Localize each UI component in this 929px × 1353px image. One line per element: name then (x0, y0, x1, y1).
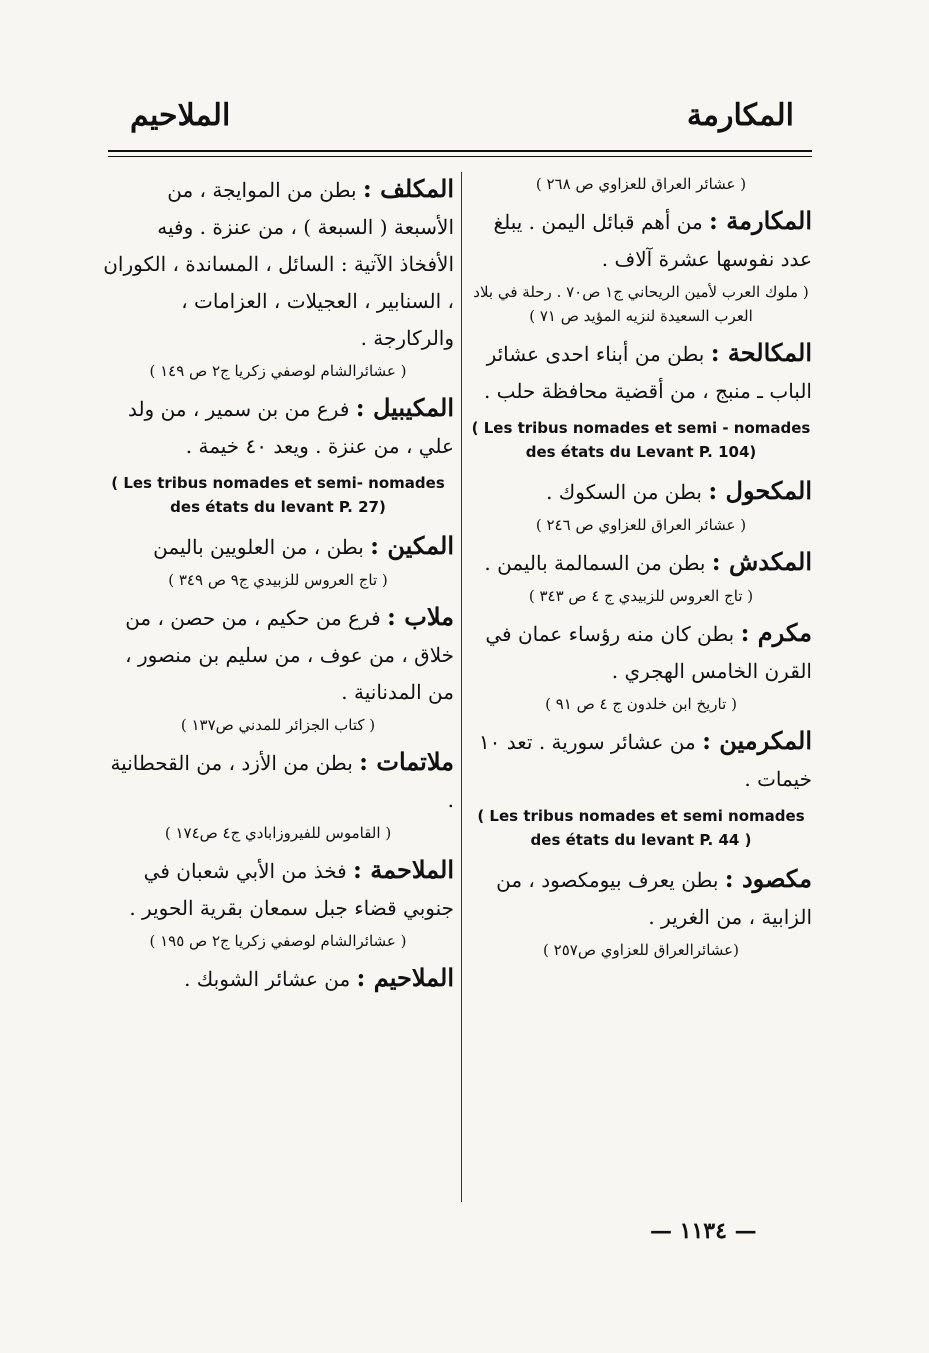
entry (470, 543, 812, 608)
entry-head: ملاب : (387, 602, 454, 631)
entry-head: المكرمين : (702, 726, 812, 755)
entry-text: من عشائر سورية . تعد ١٠ خيمات . (478, 730, 812, 791)
entry-text: من عشائر الشوبك . (184, 967, 351, 991)
header-rule-thin (108, 156, 812, 157)
reference: ( كتاب الجزائر للمدني ص١٣٧ ) (180, 716, 376, 734)
left-column (102, 170, 454, 1000)
reference: ( تاج العروس للزبيدي ج٩ ص ٣٤٩ ) (168, 571, 388, 589)
entry (470, 860, 812, 962)
reference: ( تاريخ ابن خلدون ج ٤ ص ٩١ ) (545, 695, 737, 713)
entry (470, 614, 812, 716)
reference: ( تاج العروس للزبيدي ج ٤ ص ٣٤٣ ) (528, 587, 754, 605)
entry-text: بطن كان منه رؤساء عمان في القرن الخامس الهجري . (485, 622, 812, 683)
entry-text: من أهم قبائل اليمن . يبلغ عدد نفوسها عشرة آلاف . (493, 210, 812, 271)
entry-text: بطن يعرف بيومكصود ، من الزابية ، من الغرير . (496, 868, 812, 929)
entry (102, 389, 454, 519)
header-left-title: الملاحيم (130, 98, 231, 133)
entry (102, 959, 454, 998)
entry-head: مكرم : (740, 618, 812, 647)
entry (102, 527, 454, 592)
entry-head: المكيبيل : (355, 393, 454, 422)
entry (470, 722, 812, 852)
column-divider (461, 172, 462, 1202)
entry-head: ملاتمات : (359, 747, 454, 776)
entry (102, 743, 454, 845)
entry-head: الملاحيم : (356, 963, 454, 992)
entry-text: بطن من الأزد ، من القحطانية . (110, 751, 454, 812)
entry-text: بطن من السمالمة باليمن . (484, 551, 706, 575)
reference: ( ملوك العرب لأمين الريحاني ج١ ص٧٠ . رحلة في بلاد العرب السعيدة لنزيه المؤيد ص ٧١ ) (473, 283, 809, 325)
entry-text: فخذ من الأبي شعبان في جنوبي قضاء جبل سمعان بقرية الحوير . (129, 859, 454, 920)
reference: ( عشائرالشام لوصفي زكريا ج٢ ص ١٩٥ ) (149, 932, 407, 950)
reference: ( القاموس للفيروزابادي ج٤ ص١٧٤ ) (164, 824, 392, 842)
entry (470, 202, 812, 328)
entry-head: المكين : (370, 531, 454, 560)
reference: ( عشائر العراق للعزاوي ص ٢٦٨ ) (535, 175, 747, 193)
entry-text: فرع من بن سمير ، من ولد علي ، من عنزة . ويعد ٤٠ خيمة . (127, 397, 454, 458)
entry-head: المكلف : (362, 174, 454, 203)
entry (102, 170, 454, 383)
entry-head: المكارمة : (709, 206, 812, 235)
header-right-title: المكارمة (686, 98, 794, 133)
entry-text: بطن من الموايجة ، من الأسبعة ( السبعة ) ، من عنزة . وفيه الأفخاذ الآتية : السائل ، المساندة ، الكوران ، السنابير ، العجيلات ، العزامات ، والركارجة . (103, 178, 454, 350)
reference: ( عشائر العراق للعزاوي ص ٢٤٦ ) (535, 516, 747, 534)
entry-head: المكالحة : (710, 338, 812, 367)
entry-text: بطن ، من العلويين باليمن (153, 535, 364, 559)
entry-text: بطن من السكوك . (546, 480, 702, 504)
entry-text: فرع من حكيم ، من حصن ، من خلاق ، من عوف ، من سليم بن منصور ، من المدنانية . (125, 606, 454, 704)
french-reference: ( Les tribus nomades et semi nomades des états du levant P. 44 ) (477, 807, 805, 849)
reference: (عشائرالعراق للعزاوي ص٢٥٧ ) (543, 941, 739, 959)
reference: ( عشائرالشام لوصفي زكريا ج٢ ص ١٤٩ ) (149, 362, 407, 380)
header-rule (108, 150, 812, 152)
entry-head: الملاحمة : (353, 855, 454, 884)
entry-text: بطن من أبناء احدى عشائر الباب ـ منبج ، من أقضية محافظة حلب . (483, 342, 812, 403)
entry (102, 598, 454, 737)
french-reference: ( Les tribus nomades et semi - nomades des états du Levant P. 104) (471, 419, 811, 461)
entry-head: مكصود : (724, 864, 812, 893)
french-reference: ( Les tribus nomades et semi- nomades des états du levant P. 27) (111, 474, 445, 516)
entry (470, 334, 812, 464)
entry (470, 472, 812, 537)
entry-head: المكدش : (711, 547, 812, 576)
right-column (470, 170, 812, 968)
page-number: — ١١٣٤ — (650, 1218, 757, 1244)
entry-head: المكحول : (708, 476, 812, 505)
entry (102, 851, 454, 953)
